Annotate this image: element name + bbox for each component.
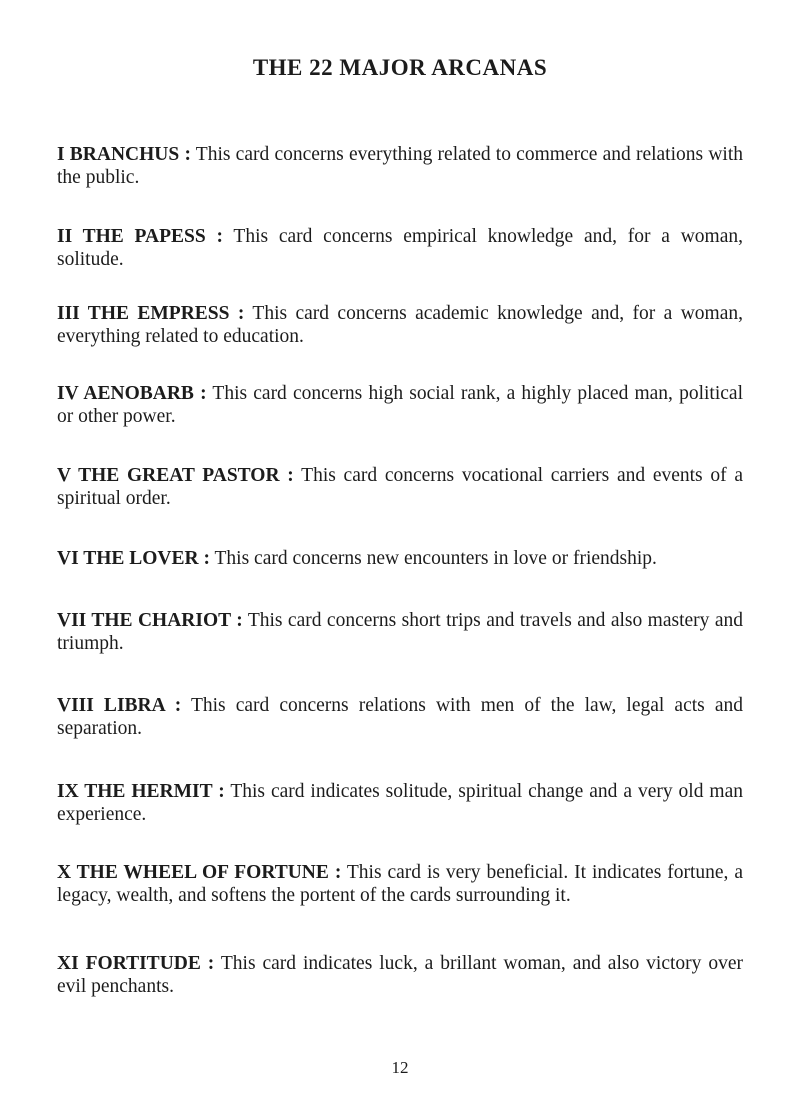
arcana-entry-3 <box>57 302 743 348</box>
arcana-entry-7 <box>57 609 743 655</box>
arcana-description: This card concerns everything related to commerce and relations with the public. <box>57 144 743 188</box>
arcana-name: IV AENOBARB : <box>57 383 207 404</box>
arcana-description: This card concerns short trips and travels and also mastery and triumph. <box>57 610 743 654</box>
arcana-name: II THE PAPESS : <box>57 226 223 247</box>
arcana-description: This card concerns academic knowledge and, for a woman, everything related to education. <box>57 303 743 347</box>
arcana-entry-11 <box>57 952 743 998</box>
arcana-name: V THE GREAT PASTOR : <box>57 465 294 486</box>
page-number: 12 <box>391 1058 409 1077</box>
arcana-description: This card is very beneficial. It indicates fortune, a legacy, wealth, and softens the portent of the cards surrounding it. <box>57 862 743 906</box>
arcana-description: This card indicates solitude, spiritual change and a very old man experience. <box>57 781 743 825</box>
arcana-entry-4 <box>57 382 743 428</box>
arcana-name: VII THE CHARIOT : <box>57 610 243 631</box>
arcana-name: VI THE LOVER : <box>57 548 210 569</box>
arcana-entry-6 <box>57 547 743 570</box>
arcana-name: I BRANCHUS : <box>57 144 191 165</box>
arcana-name: VIII LIBRA : <box>57 695 182 716</box>
arcana-entry-5 <box>57 464 743 510</box>
page-title: THE 22 MAJOR ARCANAS <box>252 55 548 80</box>
arcana-description: This card indicates luck, a brillant woman, and also victory over evil penchants. <box>57 953 743 997</box>
arcana-description: This card concerns high social rank, a highly placed man, political or other power. <box>57 383 743 427</box>
arcana-entry-8 <box>57 694 743 740</box>
arcana-name: IX THE HERMIT : <box>57 781 225 802</box>
arcana-entry-10 <box>57 861 743 907</box>
arcana-description: This card concerns vocational carriers and events of a spiritual order. <box>57 465 743 509</box>
arcana-name: X THE WHEEL OF FORTUNE : <box>57 862 342 883</box>
arcana-entry-9 <box>57 780 743 826</box>
arcana-entry-1 <box>57 143 743 189</box>
arcana-name: III THE EMPRESS : <box>57 303 245 324</box>
arcana-name: XI FORTITUDE : <box>57 953 215 974</box>
arcana-description: This card concerns empirical knowledge and, for a woman, solitude. <box>57 226 743 270</box>
arcana-description: This card concerns relations with men of the law, legal acts and separation. <box>57 695 743 739</box>
arcana-description: This card concerns new encounters in love or friendship. <box>214 548 657 569</box>
arcana-entry-2 <box>57 225 743 271</box>
